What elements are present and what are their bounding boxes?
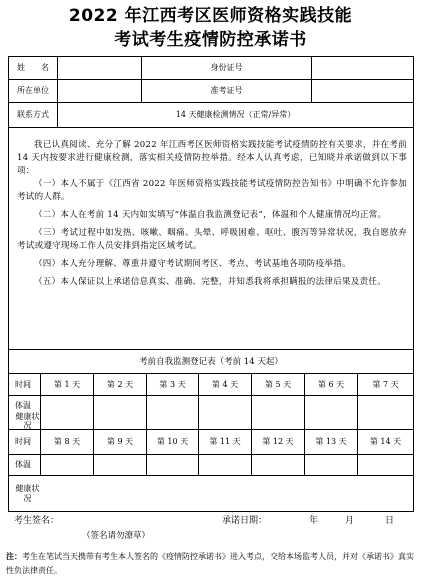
commitment-text (17, 139, 407, 289)
date-day: 日 (385, 516, 395, 526)
unit-label: 所在单位 (17, 86, 49, 95)
health-status-label: 健康状况 (15, 412, 40, 430)
commitment-item-3: （三）考试过程中如发热、咳嗽、咽痛、头晕、呼吸困难、呕吐、腹泻等异常状况，我自愿放弃考试或遵守现场工作人员安排到指定区域考试。 (17, 228, 407, 251)
ticket-number-label: 准考证号 (210, 86, 243, 95)
day-cell: 第 3 天 (159, 379, 186, 389)
time-label: 时间 (15, 437, 31, 446)
id-number-label: 身份证号 (210, 63, 243, 72)
day-cell: 第 6 天 (317, 379, 345, 389)
unit-field[interactable] (58, 80, 141, 102)
temperature-label: 体温 (15, 401, 31, 410)
day-cell: 第 4 天 (211, 379, 239, 389)
ticket-number-field[interactable] (312, 80, 413, 102)
date-year: 年 (309, 516, 319, 526)
id-number-field[interactable] (312, 57, 413, 79)
title-line-1: 2022 年江西考区医师资格实践技能 (68, 6, 353, 26)
name-field[interactable] (58, 57, 141, 79)
day-cell: 第 12 天 (262, 437, 294, 446)
note-text: 考生在笔试当天携带有考生本人签名的《疫情防控承诺书》进入考点，交给本场监考人员，并对《承诺书》真实性负法律责任。 (6, 552, 414, 575)
time-label: 时间 (15, 379, 31, 389)
commitment-item-1: （一）本人不属于《江西省 2022 年医师资格实践技能考试疫情防控告知书》中明确不允许参加考试的人群。 (17, 179, 407, 202)
health-check-label: 14 天健康检测情况（正常/异常） (175, 110, 296, 119)
commitment-form (8, 56, 414, 512)
day-cell: 第 7 天 (372, 379, 399, 389)
day-cell: 第 11 天 (209, 437, 241, 446)
day-cell: 第 5 天 (264, 379, 292, 389)
day-cell: 第 10 天 (156, 437, 189, 446)
monitor-table-title: 考前自我监测登记表（考前 14 天起） (139, 356, 283, 367)
day-cell: 第 1 天 (53, 379, 81, 389)
note-label: 注： (6, 551, 22, 561)
health-status-label: 健康状况 (15, 484, 40, 503)
date-month: 月 (345, 516, 355, 526)
commitment-item-4: （四）本人充分理解、尊重并遵守考试期间考区、考点、考试基地各项防疫举措。 (34, 259, 351, 269)
day-cell: 第 14 天 (369, 437, 402, 446)
day-cell: 第 2 天 (106, 379, 134, 389)
day-cell: 第 8 天 (53, 437, 81, 446)
title-line-2: 考试考生疫情防控承诺书 (114, 30, 307, 50)
signature-label: 考生签名： (14, 516, 60, 526)
commitment-date-label: 承诺日期： (222, 516, 268, 526)
name-label: 姓 名 (17, 63, 49, 72)
temperature-label: 体温 (15, 460, 31, 469)
footnote (6, 549, 414, 578)
commitment-item-2: （二）本人在考前 14 天内如实填写“体温自我监测登记表”，体温和个人健康情况均正常。 (34, 210, 387, 220)
day-cell: 第 9 天 (106, 437, 134, 446)
commitment-intro: 我已认真阅读、充分了解 2022 年江西考区医师资格实践技能考试疫情防控有关要求，并在考前 14 天内按要求进行健康检测，落实相关疫情防控举措。经本人认真考虑，已知晓并承诺做到以下事项： (17, 140, 407, 176)
day-cell: 第 13 天 (315, 437, 347, 446)
commitment-item-5: （五）本人保证以上承诺信息真实、准确、完整，并知悉我将承担瞒报的法律后果及责任。 (34, 277, 387, 287)
signature-hint: （签名请勿潦草） (82, 531, 151, 541)
contact-label: 联系方式 (17, 110, 49, 119)
